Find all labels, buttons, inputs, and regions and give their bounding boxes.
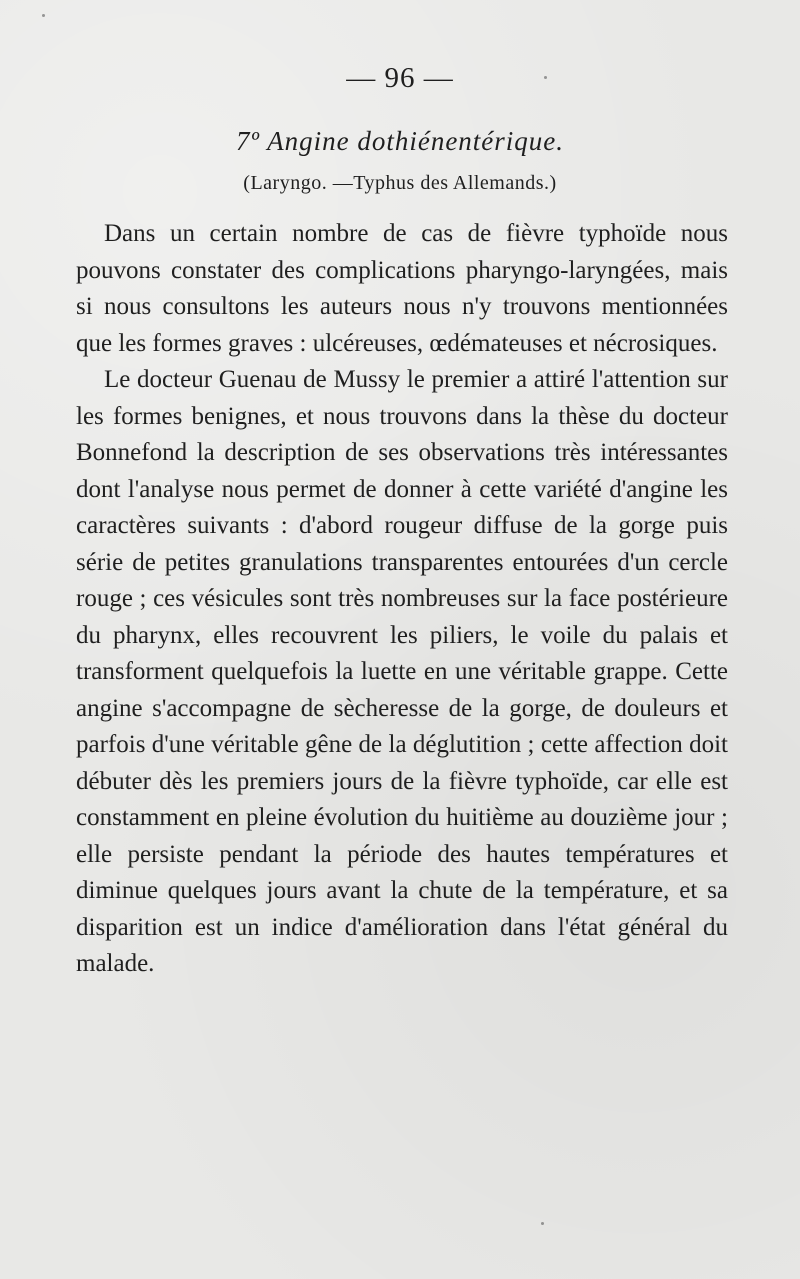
chapter-subtitle: (Laryngo. —Typhus des Allemands.): [243, 172, 557, 194]
paper-speck: [541, 1222, 544, 1225]
chapter-title: 7º Angine dothiénentérique.: [235, 126, 565, 156]
paper-speck: [42, 14, 45, 17]
paragraph-1: Dans un certain nombre de cas de fièvre typhoïde nous pouvons constater des complications pharyngo-laryngées, mais si nous consultons les auteurs nous n'y trouvons mentionnées que les formes graves : ulcéreuses, œdémateuses et nécrosiques.: [76, 220, 728, 357]
page-number: — 96 —: [346, 62, 454, 94]
paragraph-2: Le docteur Guenau de Mussy le premier a attiré l'attention sur les formes benignes, et nous trouvons dans la thèse du docteur Bonnefond la description de ses observations très intéressantes dont l'analyse nous permet de donner à cette variété d'angine les caractères suivants : d'abord rougeur diffuse de la gorge puis série de petites granulations transparentes entourées d'un cercle rouge ; ces vésicules sont très nombreuses sur la face postérieure du pharynx, elles recouvrent les piliers, le voile du palais et transforment quelquefois la luette en une véritable grappe. Cette angine s'accompagne de sècheresse de la gorge, de douleurs et parfois d'une véritable gêne de la déglutition ; cette affection doit débuter dès les premiers jours de la fièvre typhoïde, car elle est constamment en pleine évolution du huitième au douzième jour ; elle persiste pendant la période des hautes températures et diminue quelques jours avant la chute de la température, et sa disparition est un indice d'amélioration dans l'état général du malade.: [76, 366, 728, 977]
body-text: [76, 216, 728, 983]
